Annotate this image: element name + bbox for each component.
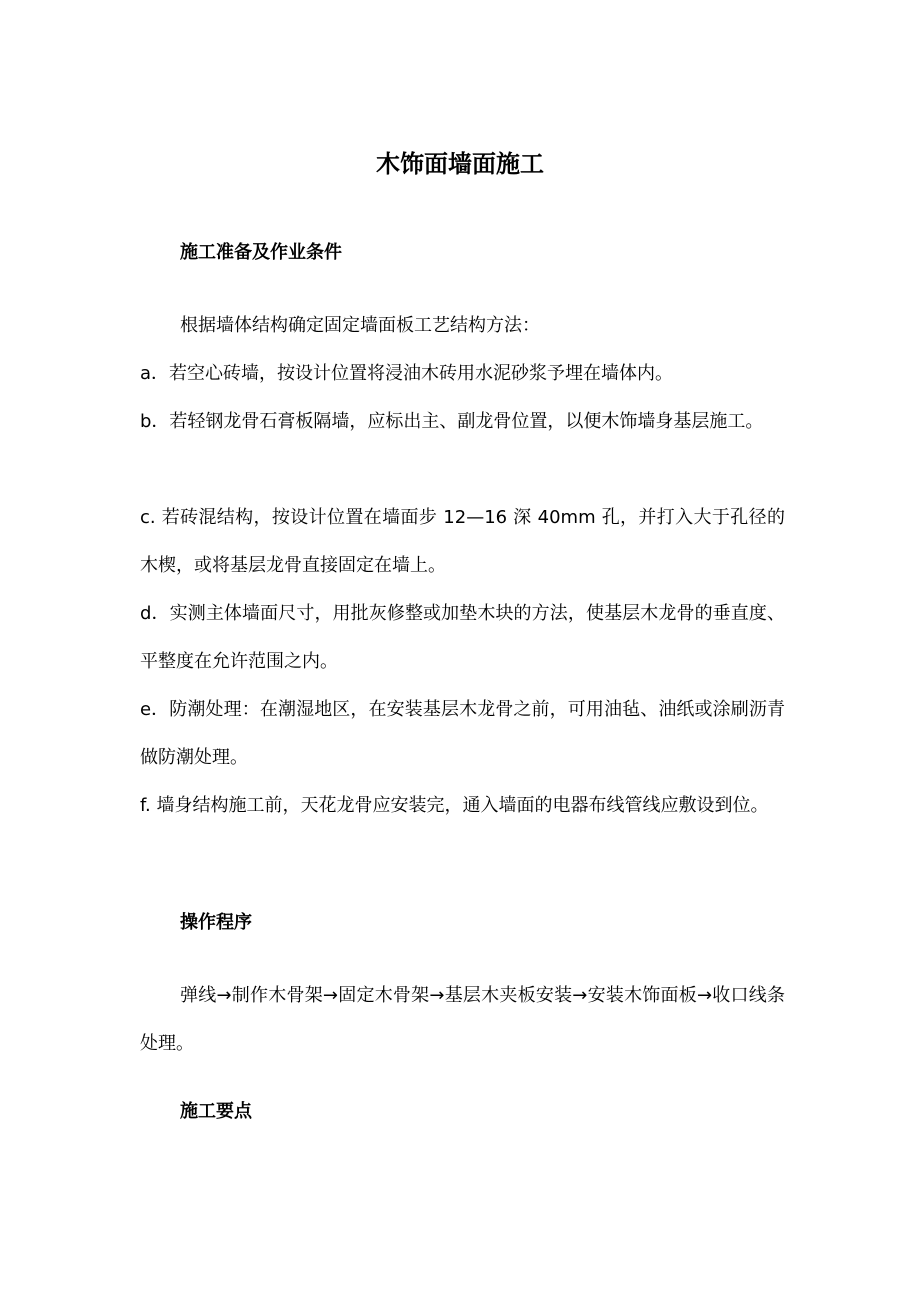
- preparation-item-b: b．若轻钢龙骨石膏板隔墙，应标出主、副龙骨位置，以便木饰墙身基层施工。: [140, 411, 764, 432]
- document-title: 木饰面墙面施工: [376, 150, 544, 178]
- section-heading-procedure: 操作程序: [180, 912, 252, 933]
- preparation-item-d: d．实测主体墙面尺寸，用批灰修整或加垫木块的方法，使基层木龙骨的垂直度、平整度在允许范围之内。: [140, 603, 785, 672]
- procedure-text: 弹线→制作木骨架→固定木骨架→基层木夹板安装→安装木饰面板→收口线条处理。: [140, 985, 785, 1054]
- section-heading-preparation: 施工准备及作业条件: [180, 242, 342, 263]
- preparation-intro: 根据墙体结构确定固定墙面板工艺结构方法：: [180, 315, 540, 336]
- section-heading-key-points: 施工要点: [180, 1101, 252, 1122]
- preparation-item-a: a．若空心砖墙，按设计位置将浸油木砖用水泥砂浆予埋在墙体内。: [140, 363, 674, 384]
- preparation-item-c: c. 若砖混结构，按设计位置在墙面步 12—16 深 40mm 孔，并打入大于孔径的木楔，或将基层龙骨直接固定在墙上。: [140, 507, 785, 576]
- preparation-item-e: e．防潮处理：在潮湿地区，在安装基层木龙骨之前，可用油毡、油纸或涂刷沥青做防潮处理。: [140, 699, 785, 768]
- preparation-item-f: f. 墙身结构施工前，天花龙骨应安装完，通入墙面的电器布线管线应敷设到位。: [140, 795, 769, 816]
